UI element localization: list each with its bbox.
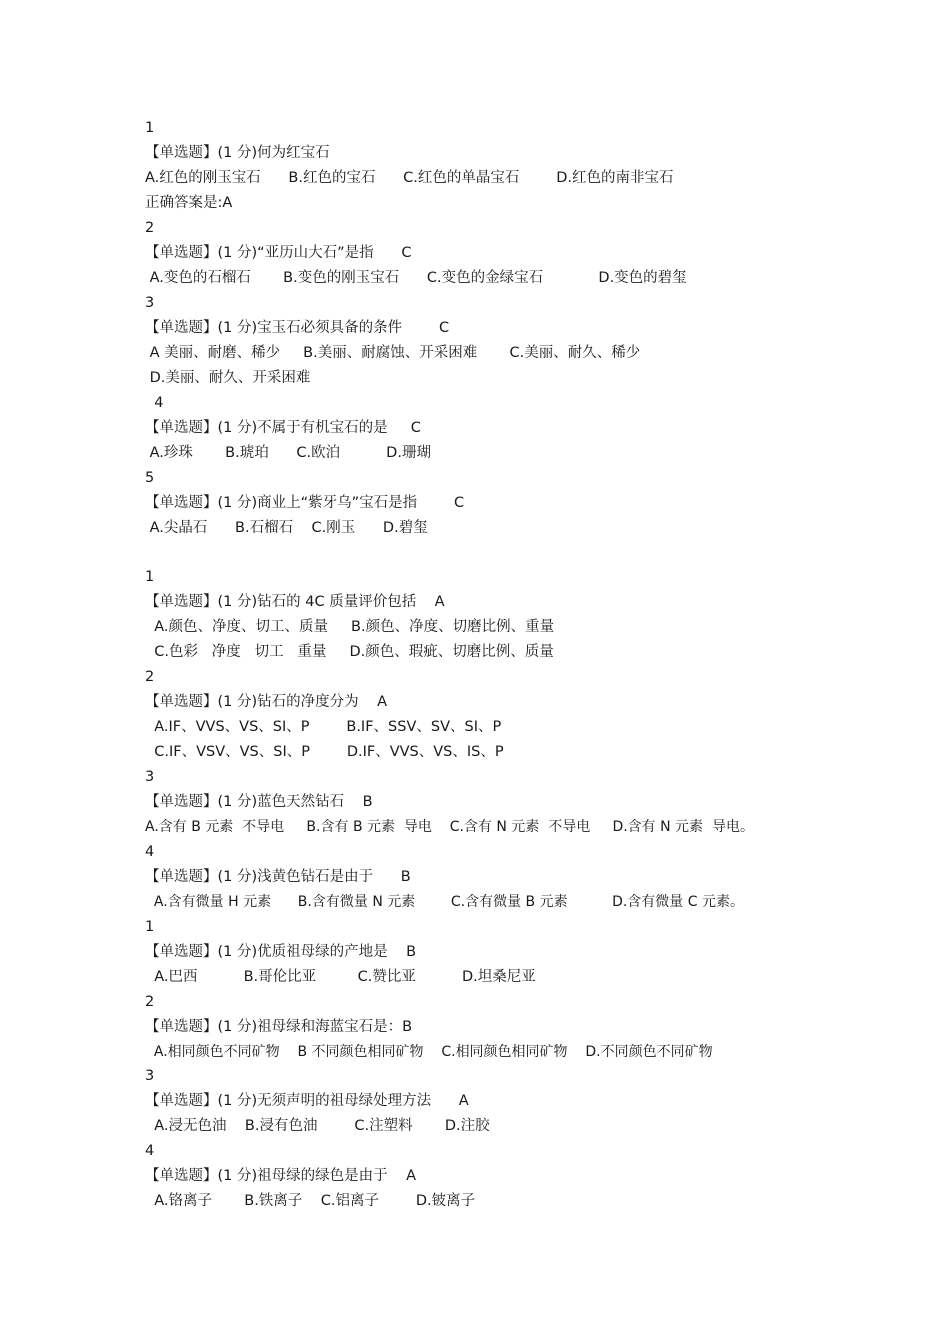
question-options: A.尖晶石 B.石榴石 C.刚玉 D.碧玺 [145,520,428,536]
question-number: 4 [145,395,164,411]
question-options: C.色彩 净度 切工 重量 D.颜色、瑕疵、切磨比例、质量 [145,644,554,660]
question-number: 3 [145,295,155,311]
question-number: 4 [145,844,155,860]
question-number: 1 [145,569,155,585]
question-number: 1 [145,120,155,136]
question-options: A.浸无色油 B.浸有色油 C.注塑料 D.注胶 [145,1118,490,1134]
question-text: 【单选题】(1 分)商业上“紫牙乌”宝石是指 C [145,495,465,511]
question-text: 【单选题】(1 分)优质祖母绿的产地是 B [145,944,417,960]
question-text: 【单选题】(1 分)宝玉石必须具备的条件 C [145,320,450,336]
question-text: 【单选题】(1 分)不属于有机宝石的是 C [145,420,421,436]
question-number: 2 [145,669,155,685]
question-text: 【单选题】(1 分)浅黄色钻石是由于 B [145,869,411,885]
question-number: 3 [145,1068,155,1084]
question-number: 5 [145,470,155,486]
question-options: A.巴西 B.哥伦比亚 C.赞比亚 D.坦桑尼亚 [145,969,536,985]
question-number: 1 [145,919,155,935]
question-options: A 美丽、耐磨、稀少 B.美丽、耐腐蚀、开采困难 C.美丽、耐久、稀少 [145,345,641,361]
question-text: 【单选题】(1 分)祖母绿的绿色是由于 A [145,1168,417,1184]
question-options: A.变色的石榴石 B.变色的刚玉宝石 C.变色的金绿宝石 D.变色的碧玺 [145,270,687,286]
question-text: 【单选题】(1 分)“亚历山大石”是指 C [145,245,412,261]
question-options: A.含有微量 H 元素 B.含有微量 N 元素 C.含有微量 B 元素 D.含有微量 C 元素。 [145,894,744,910]
question-text: 【单选题】(1 分)无须声明的祖母绿处理方法 A [145,1093,469,1109]
question-text: 【单选题】(1 分)祖母绿和海蓝宝石是：B [145,1019,413,1035]
question-text: 【单选题】(1 分)蓝色天然钻石 B [145,794,373,810]
answer-text: 正确答案是:A [145,195,233,211]
question-number: 3 [145,769,155,785]
question-options: D.美丽、耐久、开采困难 [145,370,311,386]
question-options: C.IF、VSV、VS、SI、P D.IF、VVS、VS、IS、P [145,744,504,760]
question-options: A.IF、VVS、VS、SI、P B.IF、SSV、SV、SI、P [145,719,502,735]
question-options: A.红色的刚玉宝石 B.红色的宝石 C.红色的单晶宝石 D.红色的南非宝石 [145,170,674,186]
question-number: 2 [145,220,155,236]
question-text: 【单选题】(1 分)何为红宝石 [145,145,330,161]
question-number: 2 [145,994,155,1010]
question-number: 4 [145,1143,155,1159]
question-options: A.珍珠 B.琥珀 C.欧泊 D.珊瑚 [145,445,431,461]
question-options: A.铬离子 B.铁离子 C.铝离子 D.铍离子 [145,1193,476,1209]
question-options: A.相同颜色不同矿物 B 不同颜色相同矿物 C.相同颜色相同矿物 D.不同颜色不同矿物 [145,1044,713,1060]
question-text: 【单选题】(1 分)钻石的 4C 质量评价包括 A [145,594,445,610]
question-options: A.颜色、净度、切工、质量 B.颜色、净度、切磨比例、重量 [145,619,555,635]
question-text: 【单选题】(1 分)钻石的净度分为 A [145,694,388,710]
question-options: A.含有 B 元素 不导电 B.含有 B 元素 导电 C.含有 N 元素 不导电 D.含有 N 元素 导电。 [145,819,754,835]
